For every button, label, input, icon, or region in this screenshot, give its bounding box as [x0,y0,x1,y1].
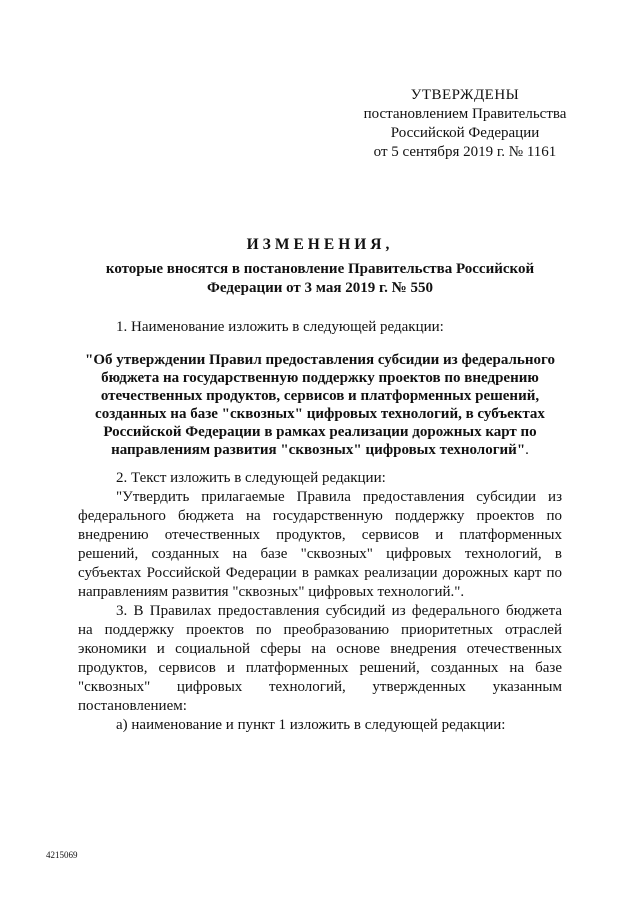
approval-line: Российской Федерации [390,125,540,141]
document-code: 4215069 [46,850,78,860]
quote-text: "Об утверждении Правил предоставления субсидии из федерального бюджета на государственную поддержку проектов по внедрению отечественных продуктов, сервисов и платформенных решений, созданных на базе "сквозных" цифровых технологий, в субъектах Российской Федерации в рамках реализации дорожных карт по направлениям развития "сквозных" цифровых технологий" [85,352,555,458]
paragraph-3: 3. В Правилах предоставления субсидий из федерального бюджета на поддержку проектов по преобразованию приоритетных отраслей экономики и социальной сферы на основе внедрения отечественных продуктов, сервисов и платформенных решений, созданных на базе "сквозных" цифровых технологий, утвержденных указанным постановлением: [78,603,562,714]
document-body [78,318,562,735]
quote-period: . [525,442,529,458]
approval-line: постановлением Правительства [363,106,567,122]
approval-date-number: от 5 сентября 2019 г. № 1161 [373,144,557,160]
paragraph-1: 1. Наименование изложить в следующей редакции: [116,319,444,335]
new-name-quote [78,351,562,459]
approval-heading: УТВЕРЖДЕНЫ [410,87,520,103]
paragraph-2-text: "Утвердить прилагаемые Правила предоставления субсидии из федерального бюджета на государственную поддержку проектов по внедрению отечественных продуктов, сервисов и платформенных решений, созданных на базе "сквозных" цифровых технологий, в субъектах Российской Федерации в рамках реализации дорожных карт по направлениям развития "сквозных" цифровых технологий.". [78,489,562,600]
subtitle-line: которые вносятся в постановление Правительства Российской [105,261,535,277]
document-subtitle [90,260,550,298]
document-title: ИЗМЕНЕНИЯ, [246,236,394,253]
paragraph-4: а) наименование и пункт 1 изложить в следующей редакции: [116,717,506,733]
approval-block [330,86,600,162]
paragraph-2: 2. Текст изложить в следующей редакции: [116,470,386,486]
subtitle-line: Федерации от 3 мая 2019 г. № 550 [207,280,433,296]
